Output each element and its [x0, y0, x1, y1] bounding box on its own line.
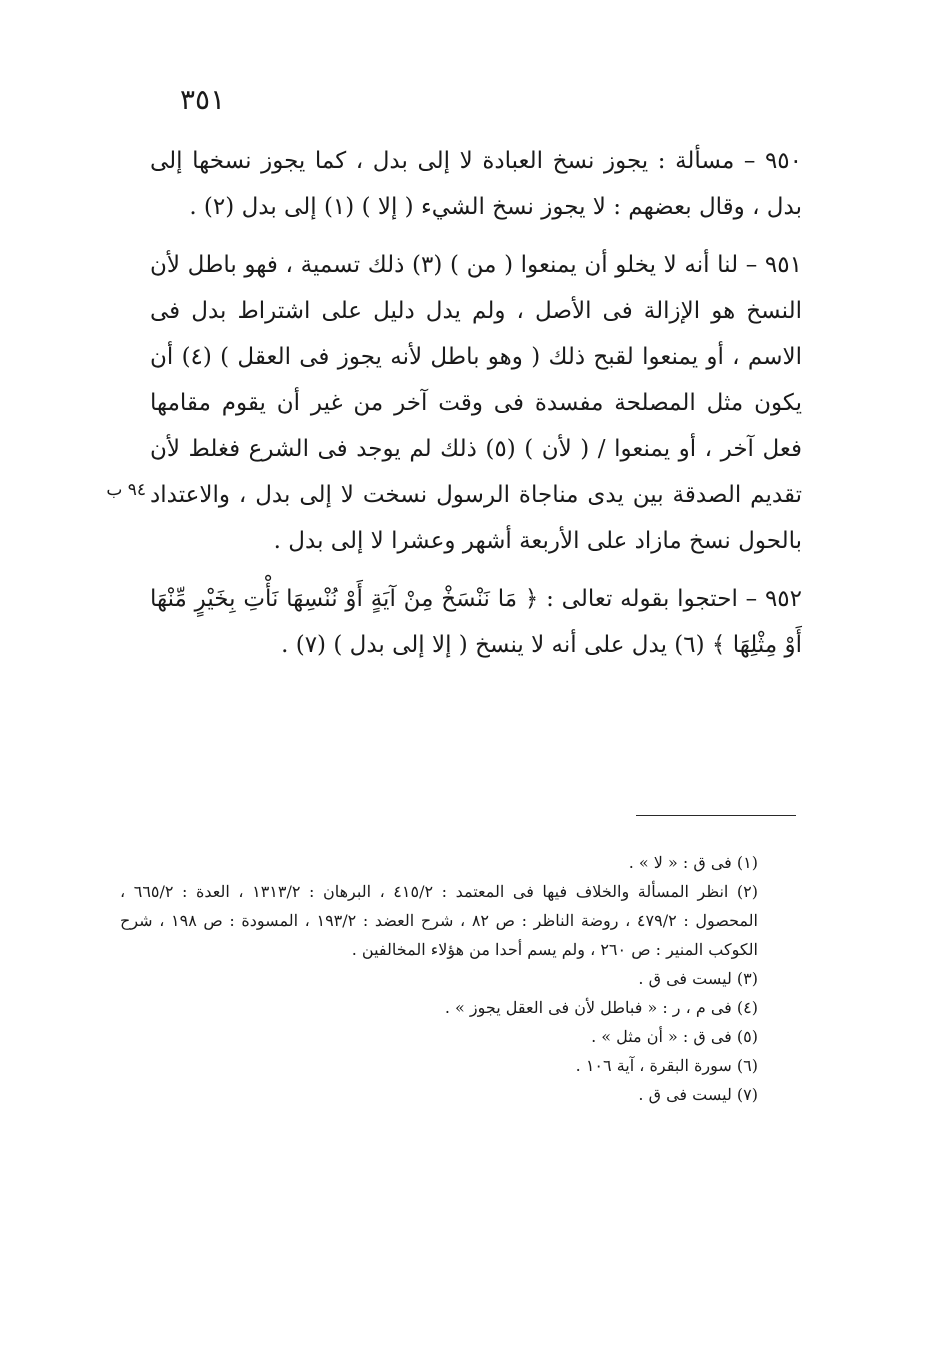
footnote-2: (٢) انظر المسألة والخلاف فيها فى المعتمد : ٤١٥/٢ ، البرهان : ١٣١٣/٢ ، العدة : ٦٦٥/٢ ، المحصول : ٤٧٩/٢ ، روضة الناظر : ص ٨٢ ، شرح العضد : ١٩٣/٢ ، المسودة : ص ١٩٨ ، شرح الكوكب المنير : ص ٢٦٠ ، ولم يسم أحدا من هؤلاء المخالفين . [120, 882, 759, 959]
paragraph-951: ٩٥١ – لنا أنه لا يخلو أن يمنعوا ( من ) (٣) ذلك تسمية ، فهو باطل لأن النسخ هو الإزالة فى الأصل ، ولم يدل دليل على اشتراط بدل فى الاسم ، أو يمنعوا لقبح ذلك ( وهو باطل لأنه يجوز فى العقل ) (٤) أن يكون مثل المصلحة مفسدة فى وقت آخر من غير أن يقوم مقامها فعل آخر ، أو يمنعوا / ( لأن ) (٥) ذلك لم يوجد فى الشرع فغلط لأن تقديم الصدقة بين يدى مناجاة الرسول نسخت لا إلى بدل ، والاعتداد بالحول نسخ مازاد على الأربعة أشهر وعشرا لا إلى بدل . [150, 252, 802, 554]
footnote-6: (٦) سورة البقرة ، آية ١٠٦ . [575, 1056, 758, 1075]
footnotes [120, 848, 802, 1109]
footnote-4: (٤) فى م ، ر : « فباطل لأن فى العقل يجوز » . [444, 998, 758, 1017]
footnote-7: (٧) ليست فى ق . [638, 1085, 758, 1104]
footnote-5: (٥) فى ق : « أن مثل » . [591, 1027, 758, 1046]
footnote-separator [636, 815, 796, 816]
paragraph-950: ٩٥٠ – مسألة : يجوز نسخ العبادة لا إلى بدل ، كما يجوز نسخها إلى بدل ، وقال بعضهم : لا يجوز نسخ الشيء ( إلا ) (١) إلى بدل (٢) . [150, 148, 802, 220]
footnote-1: (١) فى ق : « لا » . [628, 853, 758, 872]
margin-folio-note: ٩٤ ب [106, 480, 146, 500]
paragraph-952: ٩٥٢ – احتجوا بقوله تعالى : ﴿ مَا نَنْسَخْ مِنْ آيَةٍ أَوْ نُنْسِهَا نَأْتِ بِخَيْرٍ مِّنْهَا أَوْ مِثْلِهَا ﴾ (٦) يدل على أنه لا ينسخ ( إلا إلى بدل ) (٧) . [150, 586, 802, 658]
main-text [150, 138, 802, 680]
footnote-3: (٣) ليست فى ق . [638, 969, 758, 988]
page-number: ٣٥١ [180, 83, 226, 116]
